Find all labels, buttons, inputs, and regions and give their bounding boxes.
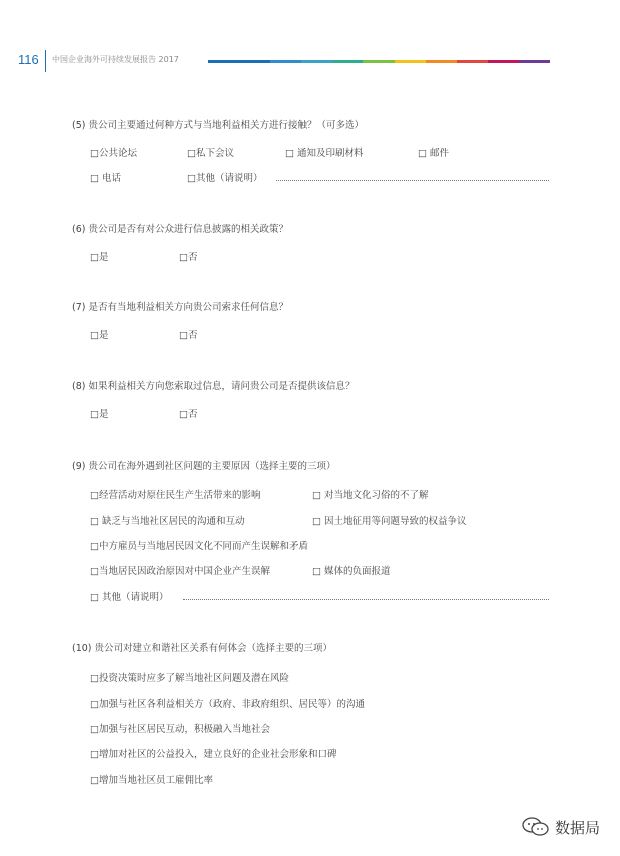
page-number: 116 <box>18 52 39 67</box>
option-negative-media[interactable]: □ 媒体的负面报道 <box>312 566 391 577</box>
stripe-segment <box>363 60 394 63</box>
option-private-meeting[interactable]: □私下会议 <box>187 148 234 159</box>
option-land-dispute[interactable]: □ 因土地征用等问题导致的权益争议 <box>312 516 467 527</box>
option-lack-communication[interactable]: □ 缺乏与当地社区居民的沟通和互动 <box>90 516 245 527</box>
stripe-segment <box>519 60 550 63</box>
watermark <box>521 816 600 838</box>
option-mail[interactable]: □ 邮件 <box>418 148 449 159</box>
option-impact-livelihood[interactable]: □经营活动对原住民生产生活带来的影响 <box>90 490 261 501</box>
option-other[interactable]: □ 其他（请说明） <box>90 592 169 603</box>
option-notice-print[interactable]: □ 通知及印刷材料 <box>285 148 364 159</box>
option-culture-unfamiliar[interactable]: □ 对当地文化习俗的不了解 <box>312 490 429 501</box>
stripe-segment <box>301 60 332 63</box>
stripe-segment <box>239 60 270 63</box>
wechat-icon <box>521 816 551 838</box>
option-no[interactable]: □否 <box>179 330 198 341</box>
report-title: 中国企业海外可持续发展报告 2017 <box>52 55 179 64</box>
stripe-segment <box>208 60 239 63</box>
option-investment-risk[interactable]: □投资决策时应多了解当地社区问题及潜在风险 <box>90 673 289 684</box>
option-yes[interactable]: □是 <box>90 330 109 341</box>
watermark-text: 数据局 <box>554 818 600 837</box>
question-9: (9) 贵公司在海外遇到社区问题的主要原因（选择主要的三项） <box>72 461 336 472</box>
question-8: (8) 如果利益相关方向您索取过信息，请问贵公司是否提供该信息？ <box>72 381 355 392</box>
option-no[interactable]: □否 <box>179 409 198 420</box>
question-5: (5) 贵公司主要通过何种方式与当地利益相关方进行接触？（可多选） <box>72 120 364 131</box>
stripe-segment <box>332 60 363 63</box>
question-6: (6) 贵公司是否有对公众进行信息披露的相关政策？ <box>72 224 288 235</box>
option-public-welfare[interactable]: □增加对社区的公益投入，建立良好的企业社会形象和口碑 <box>90 749 337 760</box>
option-phone[interactable]: □ 电话 <box>90 173 121 184</box>
option-stakeholder-communication[interactable]: □加强与社区各利益相关方（政府、非政府组织、居民等）的沟通 <box>90 699 365 710</box>
option-public-forum[interactable]: □公共论坛 <box>90 148 137 159</box>
option-yes[interactable]: □是 <box>90 409 109 420</box>
stripe-segment <box>395 60 426 63</box>
option-cultural-conflict[interactable]: □中方雇员与当地居民因文化不同而产生误解和矛盾 <box>90 541 308 552</box>
color-stripe <box>208 60 550 63</box>
question-10: (10) 贵公司对建立和谐社区关系有何体会（选择主要的三项） <box>72 643 333 654</box>
header-divider <box>45 50 46 72</box>
option-other[interactable]: □其他（请说明） <box>187 173 263 184</box>
stripe-segment <box>488 60 519 63</box>
question-7: (7) 是否有当地利益相关方向贵公司索求任何信息？ <box>72 302 288 313</box>
option-local-hiring[interactable]: □增加当地社区员工雇佣比率 <box>90 775 213 786</box>
other-fill-line[interactable] <box>183 599 549 600</box>
page-header <box>18 50 550 74</box>
option-political-misunderstanding[interactable]: □当地居民因政治原因对中国企业产生误解 <box>90 566 270 577</box>
option-community-interaction[interactable]: □加强与社区居民互动，积极融入当地社会 <box>90 724 270 735</box>
stripe-segment <box>426 60 457 63</box>
option-no[interactable]: □否 <box>179 252 198 263</box>
stripe-segment <box>270 60 301 63</box>
option-yes[interactable]: □是 <box>90 252 109 263</box>
other-fill-line[interactable] <box>276 180 549 181</box>
stripe-segment <box>457 60 488 63</box>
